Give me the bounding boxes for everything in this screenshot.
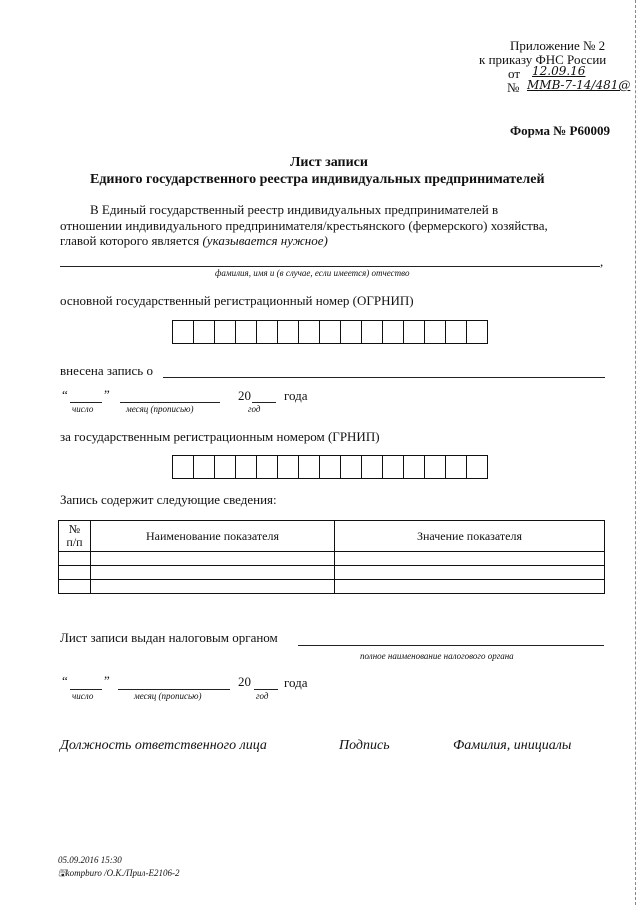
title-line1: Лист записи [290, 155, 368, 170]
table-cell[interactable] [91, 580, 335, 594]
digit-cell[interactable] [257, 320, 278, 344]
file-icon: 🖫 [58, 868, 66, 878]
digit-cell[interactable] [236, 320, 257, 344]
digit-cell[interactable] [362, 455, 383, 479]
ogrnip-label: основной государственный регистрационный номер (ОГРНИП) [60, 293, 414, 308]
col-num-header: № п/п [59, 521, 91, 552]
month-caption: месяц (прописью) [126, 404, 194, 414]
digit-cell[interactable] [446, 320, 467, 344]
open-quote: “ [62, 673, 68, 688]
order-label: к приказу ФНС России [479, 52, 607, 67]
month-field[interactable] [118, 689, 230, 690]
digit-cell[interactable] [194, 455, 215, 479]
appendix-label: Приложение № 2 [510, 38, 606, 53]
intro-note: (указывается нужное) [202, 233, 328, 248]
table-cell[interactable] [335, 552, 605, 566]
table-cell[interactable] [59, 580, 91, 594]
grnip-label: за государственным регистрационным номером (ГРНИП) [60, 429, 380, 444]
digit-cell[interactable] [320, 455, 341, 479]
day-field[interactable] [70, 402, 102, 403]
name-label: Фамилия, инициалы [453, 738, 572, 753]
title-line2: Единого государственного реестра индивидуальных предпринимателей [90, 172, 545, 187]
digit-cell[interactable] [278, 455, 299, 479]
digit-cell[interactable] [404, 320, 425, 344]
table-cell[interactable] [59, 566, 91, 580]
order-date-value: 12.09.16 [532, 64, 586, 78]
digit-cell[interactable] [173, 320, 194, 344]
table-cell[interactable] [91, 566, 335, 580]
month-caption: месяц (прописью) [134, 691, 202, 701]
year-prefix: 20 [238, 674, 251, 689]
footer-timestamp: 05.09.2016 15:30 [58, 855, 122, 865]
tax-authority-caption: полное наименование налогового органа [360, 651, 514, 661]
digit-cell[interactable] [446, 455, 467, 479]
entry-field-line[interactable] [163, 377, 605, 378]
digit-cell[interactable] [425, 320, 446, 344]
details-table [58, 520, 605, 594]
open-quote: “ [62, 387, 68, 402]
digit-cell[interactable] [194, 320, 215, 344]
order-date-label: от [508, 66, 521, 81]
col-name-header: Наименование показателя [91, 521, 335, 552]
year-field[interactable] [252, 402, 276, 403]
year-caption: год [248, 404, 261, 414]
entry-label: внесена запись о [60, 363, 153, 378]
close-quote: ” [104, 387, 110, 402]
intro-line2: отношении индивидуального предпринимателя/крестьянского (фермерского) хозяйства, [60, 218, 548, 233]
order-number-value: ММВ-7-14/481@ [527, 78, 631, 92]
digit-cell[interactable] [236, 455, 257, 479]
signature-label: Подпись [339, 738, 390, 753]
table-cell[interactable] [335, 566, 605, 580]
digit-cell[interactable] [383, 455, 404, 479]
fio-field-line[interactable] [60, 266, 600, 267]
digit-cell[interactable] [404, 455, 425, 479]
digit-cell[interactable] [215, 320, 236, 344]
intro-line3: главой которого является [60, 233, 200, 248]
digit-cell[interactable] [383, 320, 404, 344]
digit-cell[interactable] [341, 455, 362, 479]
digit-cell[interactable] [278, 320, 299, 344]
position-label: Должность ответственного лица [60, 738, 267, 753]
table-cell[interactable] [91, 552, 335, 566]
table-cell[interactable] [59, 552, 91, 566]
scan-edge [633, 0, 636, 905]
digit-cell[interactable] [257, 455, 278, 479]
digit-cell[interactable] [299, 320, 320, 344]
digit-cell[interactable] [467, 455, 488, 479]
grnip-cells[interactable] [172, 455, 488, 479]
close-quote: ” [104, 673, 110, 688]
ogrnip-cells[interactable] [172, 320, 488, 344]
digit-cell[interactable] [425, 455, 446, 479]
table-cell[interactable] [335, 580, 605, 594]
intro-line1: В Единый государственный реестр индивидуальных предпринимателей в [90, 202, 499, 217]
tax-authority-field[interactable] [298, 645, 604, 646]
digit-cell[interactable] [341, 320, 362, 344]
year-suffix: года [284, 675, 308, 690]
digit-cell[interactable] [320, 320, 341, 344]
contents-label: Запись содержит следующие сведения: [60, 492, 277, 507]
digit-cell[interactable] [173, 455, 194, 479]
order-number-label: № [507, 80, 520, 95]
digit-cell[interactable] [215, 455, 236, 479]
day-caption: число [72, 404, 94, 414]
day-caption: число [72, 691, 94, 701]
footer-file: kompburo /О.К./Прил-Е2106-2 [65, 868, 180, 878]
month-field[interactable] [120, 402, 220, 403]
digit-cell[interactable] [299, 455, 320, 479]
issued-label: Лист записи выдан налоговым органом [60, 630, 278, 645]
fio-caption: фамилия, имя и (в случае, если имеется) отчество [215, 268, 410, 278]
digit-cell[interactable] [467, 320, 488, 344]
fio-comma: , [600, 254, 604, 269]
year-caption: год [256, 691, 269, 701]
col-value-header: Значение показателя [335, 521, 605, 552]
day-field[interactable] [70, 689, 102, 690]
year-prefix: 20 [238, 388, 251, 403]
digit-cell[interactable] [362, 320, 383, 344]
form-number: Форма № Р60009 [510, 123, 610, 138]
year-field[interactable] [254, 689, 278, 690]
year-suffix: года [284, 388, 308, 403]
